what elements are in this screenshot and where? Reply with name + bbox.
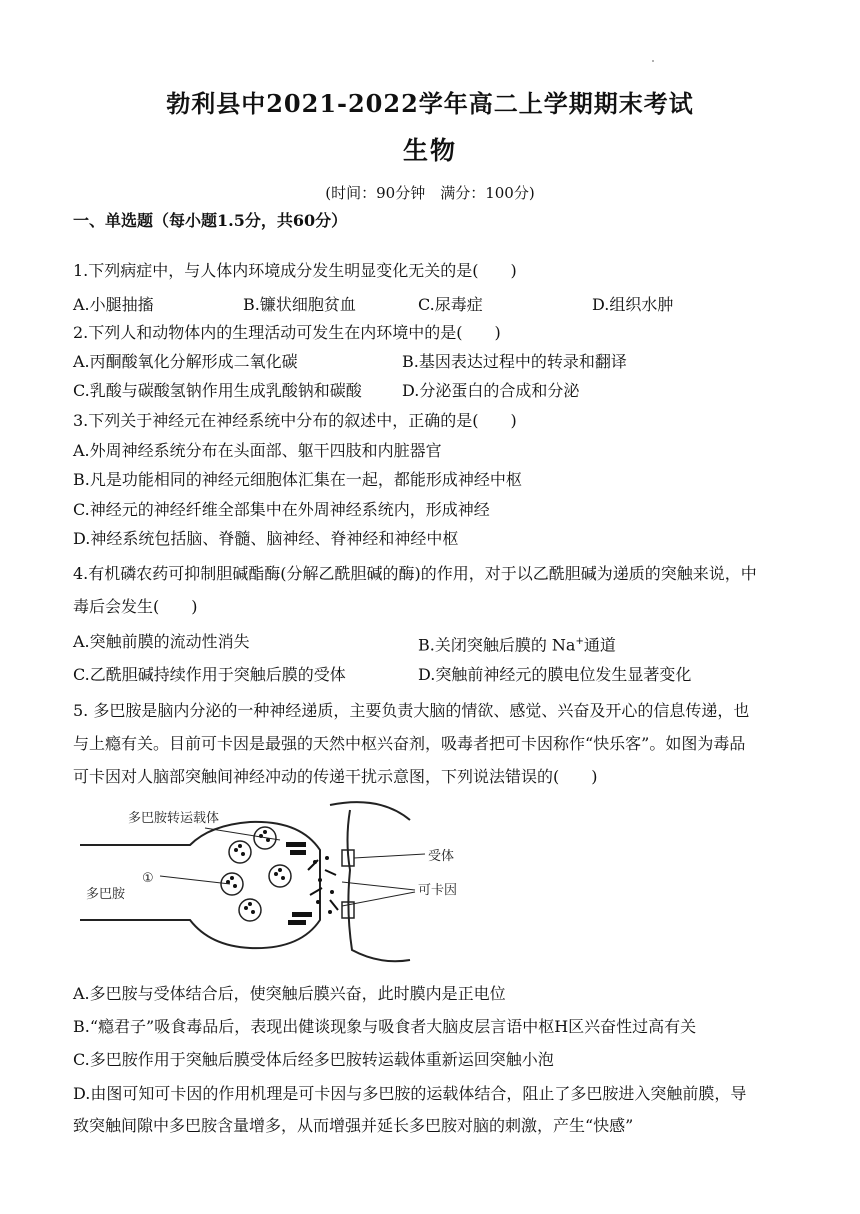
question-2-stem: 2.下列人和动物体内的生理活动可发生在内环境中的是( ) (73, 323, 501, 342)
question-3-option-b: B.凡是功能相同的神经元细胞体汇集在一起，都能形成神经中枢 (73, 470, 522, 489)
question-5-option-d: D.由图可知可卡因的作用机理是可卡因与多巴胺的运载体结合，阻止了多巴胺进入突触前膜，导 (73, 1084, 747, 1103)
question-2-option-b: B.基因表达过程中的转录和翻译 (402, 352, 627, 371)
question-4-option-b-sup: + (575, 636, 584, 647)
question-5-stem-line3: 可卡因对人脑部突触间神经冲动的传递干扰示意图，下列说法错误的( ) (73, 767, 598, 786)
question-2-option-a: A.丙酮酸氧化分解形成二氧化碳 (73, 352, 298, 371)
label-leaders (160, 828, 425, 906)
question-2-option-d: D.分泌蛋白的合成和分泌 (402, 381, 580, 400)
question-5-stem-line2: 与上瘾有关。目前可卡因是最强的天然中枢兴奋剂，吸毒者把可卡因称作“快乐客”。如图为毒品 (73, 734, 746, 753)
presynaptic-terminal (80, 822, 320, 948)
question-4-option-b-tail: 通道 (583, 635, 616, 655)
question-5-option-b: B.“瘾君子”吸食毒品后，表现出健谈现象与吸食者大脑皮层言语中枢H区兴奋性过高有关 (73, 1017, 697, 1036)
question-4-option-b-text: B.关闭突触后膜的 Na (418, 635, 576, 655)
question-3-option-a: A.外周神经系统分布在头面部、躯干四肢和内脏器官 (73, 441, 442, 460)
label-marker: ① (142, 871, 154, 886)
question-1-option-b: B.镰状细胞贫血 (243, 295, 356, 314)
question-5-stem-line1: 5. 多巴胺是脑内分泌的一种神经递质，主要负责大脑的情欲、感觉、兴奋及开心的信息传递，也 (73, 701, 750, 720)
exam-meta: (时间：90分钟 满分：100分) (325, 184, 535, 202)
question-3-stem: 3.下列关于神经元在神经系统中分布的叙述中，正确的是( ) (73, 411, 517, 430)
question-4-stem-line2: 毒后会发生( ) (73, 597, 198, 616)
label-receptor: 受体 (428, 849, 455, 864)
label-cocaine: 可卡因 (418, 883, 458, 898)
label-transporter: 多巴胺转运载体 (128, 811, 220, 826)
question-4-option-a: A.突触前膜的流动性消失 (73, 632, 250, 651)
question-1-option-c: C.尿毒症 (418, 295, 483, 314)
question-5-option-a: A.多巴胺与受体结合后，使突触后膜兴奋，此时膜内是正电位 (73, 984, 506, 1003)
question-1-option-a: A.小腿抽搐 (73, 295, 154, 314)
synapse-diagram (80, 800, 500, 970)
transporter-blocks (286, 842, 312, 925)
question-1-stem: 1.下列病症中，与人体内环境成分发生明显变化无关的是( ) (73, 261, 517, 280)
postsynaptic-outline (330, 802, 410, 820)
subject-title: 生物 (402, 136, 457, 165)
question-4-option-b (418, 632, 616, 655)
cocaine-molecules (308, 860, 338, 910)
synaptic-vesicles (221, 827, 291, 921)
question-1-option-d: D.组织水肿 (592, 295, 674, 314)
section-heading: 一、单选题（每小题1.5分，共60分） (73, 211, 348, 230)
question-4-stem-line1: 4.有机磷农药可抑制胆碱酯酶(分解乙酰胆碱的酶)的作用，对于以乙酰胆碱为递质的突触来说，中 (73, 564, 757, 583)
question-4-option-d: D.突触前神经元的膜电位发生显著变化 (418, 665, 692, 684)
question-5-option-c: C.多巴胺作用于突触后膜受体后经多巴胺转运载体重新运回突触小泡 (73, 1050, 554, 1069)
question-3-option-d: D.神经系统包括脑、脊髓、脑神经、脊神经和神经中枢 (73, 529, 459, 548)
exam-title: 勃利县中2021-2022学年高二上学期期末考试 (166, 89, 694, 118)
question-2-option-c: C.乳酸与碳酸氢钠作用生成乳酸钠和碳酸 (73, 381, 362, 400)
question-5-option-d-line2: 致突触间隙中多巴胺含量增多，从而增强并延长多巴胺对脑的刺激，产生“快感” (73, 1116, 634, 1135)
question-3-option-c: C.神经元的神经纤维全部集中在外周神经系统内，形成神经 (73, 500, 490, 519)
label-dopamine: 多巴胺 (86, 887, 126, 902)
scan-dot (652, 60, 654, 62)
question-4-option-c: C.乙酰胆碱持续作用于突触后膜的受体 (73, 665, 346, 684)
